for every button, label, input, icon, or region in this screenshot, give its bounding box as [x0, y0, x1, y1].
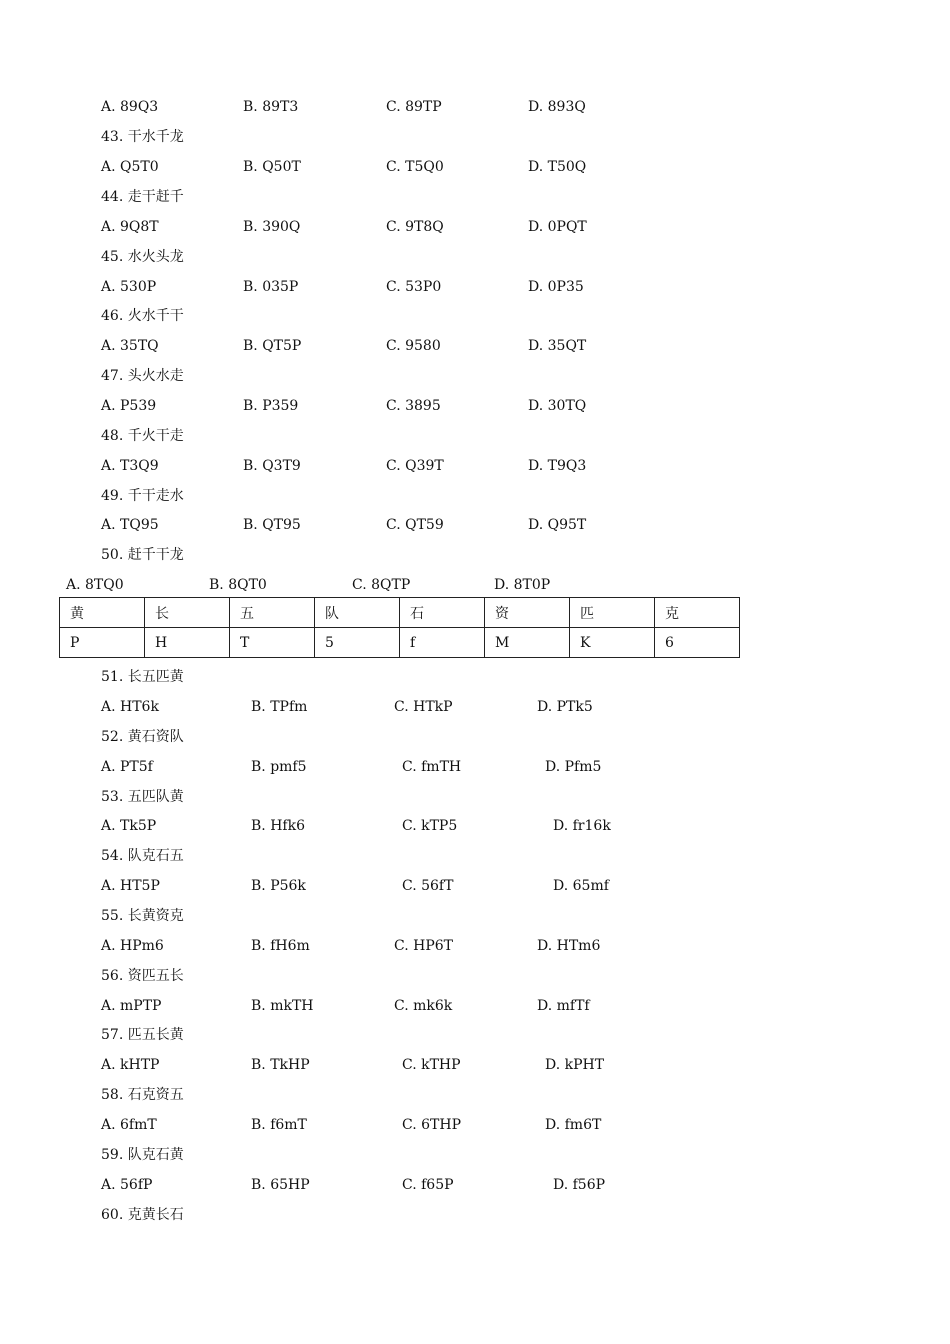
question-line — [0, 364, 950, 388]
option-row — [0, 934, 950, 958]
table-row — [60, 628, 740, 658]
option-a: A. 35TQ — [101, 338, 159, 354]
table-cell: 资 — [485, 598, 570, 628]
option-b: B. fH6m — [251, 938, 310, 954]
option-c: C. f65P — [402, 1177, 454, 1193]
table-cell: 6 — [655, 628, 740, 658]
question-text: 47. 头火水走 — [101, 368, 184, 384]
question-text: 44. 走干赶千 — [101, 189, 184, 205]
question-text: 60. 克黄长石 — [101, 1207, 184, 1223]
question-text: 55. 长黄资克 — [101, 908, 184, 924]
option-c: C. 53P0 — [386, 279, 442, 295]
code-table — [59, 597, 740, 658]
question-text: 45. 水火头龙 — [101, 249, 184, 265]
option-b: B. Q50T — [243, 159, 301, 175]
question-text: 57. 匹五长黄 — [101, 1027, 184, 1043]
option-b: B. QT5P — [243, 338, 302, 354]
question-line — [0, 543, 950, 567]
table-cell: 长 — [145, 598, 230, 628]
option-b: B. 89T3 — [243, 99, 299, 115]
question-line — [0, 185, 950, 209]
option-c: C. HTkP — [394, 699, 453, 715]
option-a: A. HT6k — [101, 699, 159, 715]
question-line — [0, 785, 950, 809]
table-cell: 黄 — [60, 598, 145, 628]
option-c: C. 8QTP — [352, 577, 411, 593]
option-d: D. HTm6 — [537, 938, 601, 954]
question-text: 48. 千火干走 — [101, 428, 184, 444]
table-cell: 五 — [230, 598, 315, 628]
question-line — [0, 484, 950, 508]
table-cell: K — [570, 628, 655, 658]
option-c: C. fmTH — [402, 759, 462, 775]
option-d: D. fm6T — [545, 1117, 602, 1133]
option-a: A. Tk5P — [101, 818, 157, 834]
option-row — [0, 513, 950, 537]
option-b: B. 035P — [243, 279, 299, 295]
question-line — [0, 424, 950, 448]
option-c: C. 56fT — [402, 878, 454, 894]
option-b: B. mkTH — [251, 998, 314, 1014]
table-row — [60, 598, 740, 628]
question-line — [0, 665, 950, 689]
option-row — [0, 394, 950, 418]
option-d: D. Pfm5 — [545, 759, 602, 775]
option-a: A. 56fP — [101, 1177, 153, 1193]
option-b: B. QT95 — [243, 517, 301, 533]
option-a: A. 9Q8T — [101, 219, 159, 235]
option-c: C. 3895 — [386, 398, 441, 414]
option-a: A. T3Q9 — [101, 458, 159, 474]
option-a: A. 6fmT — [101, 1117, 157, 1133]
question-text: 49. 千干走水 — [101, 488, 184, 504]
option-d: D. 0P35 — [528, 279, 584, 295]
option-c: C. HP6T — [394, 938, 453, 954]
question-text: 50. 赶千干龙 — [101, 547, 184, 563]
option-d: D. mfTf — [537, 998, 590, 1014]
table-cell: 石 — [400, 598, 485, 628]
option-b: B. P359 — [243, 398, 299, 414]
option-row — [0, 454, 950, 478]
question-text: 52. 黄石资队 — [101, 729, 184, 745]
table-cell: M — [485, 628, 570, 658]
option-c: C. kTHP — [402, 1057, 461, 1073]
option-a: A. PT5f — [101, 759, 153, 775]
question-text: 51. 长五匹黄 — [101, 669, 184, 685]
question-line — [0, 964, 950, 988]
option-d: D. T9Q3 — [528, 458, 587, 474]
option-c: C. QT59 — [386, 517, 444, 533]
option-c: C. Q39T — [386, 458, 444, 474]
option-a: A. TQ95 — [101, 517, 159, 533]
option-d: D. 0PQT — [528, 219, 587, 235]
question-text: 54. 队克石五 — [101, 848, 184, 864]
question-line — [0, 125, 950, 149]
option-row — [0, 874, 950, 898]
table-cell: 队 — [315, 598, 400, 628]
table-cell: 5 — [315, 628, 400, 658]
option-a: A. HT5P — [101, 878, 160, 894]
option-c: C. T5Q0 — [386, 159, 444, 175]
option-b: B. 65HP — [251, 1177, 310, 1193]
option-d: D. f56P — [553, 1177, 606, 1193]
option-d: D. 30TQ — [528, 398, 587, 414]
option-d: D. Q95T — [528, 517, 587, 533]
option-b: B. TPfm — [251, 699, 308, 715]
option-c: C. mk6k — [394, 998, 453, 1014]
option-c: C. 89TP — [386, 99, 442, 115]
table-cell: P — [60, 628, 145, 658]
option-a: A. kHTP — [101, 1057, 160, 1073]
table-cell: T — [230, 628, 315, 658]
table-cell: 匹 — [570, 598, 655, 628]
option-d: D. 65mf — [553, 878, 609, 894]
option-a: A. Q5T0 — [101, 159, 159, 175]
option-d: D. 8T0P — [494, 577, 551, 593]
question-text: 58. 石克资五 — [101, 1087, 184, 1103]
option-row — [0, 1113, 950, 1137]
option-row — [0, 814, 950, 838]
question-line — [0, 304, 950, 328]
option-d: D. 35QT — [528, 338, 587, 354]
question-text: 53. 五匹队黄 — [101, 789, 184, 805]
option-b: B. 8QT0 — [209, 577, 267, 593]
question-line — [0, 725, 950, 749]
question-line — [0, 1203, 950, 1227]
option-d: D. kPHT — [545, 1057, 605, 1073]
option-row — [0, 334, 950, 358]
option-c: C. kTP5 — [402, 818, 458, 834]
option-a: A. HPm6 — [101, 938, 164, 954]
option-a: A. 530P — [101, 279, 157, 295]
table-cell: 克 — [655, 598, 740, 628]
option-row — [0, 755, 950, 779]
option-b: B. Hfk6 — [251, 818, 305, 834]
question-text: 46. 火水千干 — [101, 308, 184, 324]
option-row — [0, 1173, 950, 1197]
option-b: B. f6mT — [251, 1117, 307, 1133]
question-line — [0, 1023, 950, 1047]
option-row — [0, 573, 950, 597]
option-row — [0, 1053, 950, 1077]
option-d: D. 893Q — [528, 99, 586, 115]
option-c: C. 9580 — [386, 338, 441, 354]
option-a: A. 8TQ0 — [66, 577, 124, 593]
option-a: A. mPTP — [101, 998, 162, 1014]
option-row — [0, 215, 950, 239]
option-c: C. 6THP — [402, 1117, 461, 1133]
question-line — [0, 844, 950, 868]
option-b: B. TkHP — [251, 1057, 310, 1073]
option-c: C. 9T8Q — [386, 219, 444, 235]
option-d: D. PTk5 — [537, 699, 593, 715]
option-row — [0, 155, 950, 179]
option-a: A. P539 — [101, 398, 157, 414]
option-b: B. pmf5 — [251, 759, 307, 775]
option-row — [0, 695, 950, 719]
option-d: D. T50Q — [528, 159, 587, 175]
option-a: A. 89Q3 — [101, 99, 159, 115]
question-line — [0, 904, 950, 928]
option-b: B. 390Q — [243, 219, 301, 235]
option-b: B. Q3T9 — [243, 458, 301, 474]
table-cell: f — [400, 628, 485, 658]
question-text: 59. 队克石黄 — [101, 1147, 184, 1163]
table-cell: H — [145, 628, 230, 658]
question-text: 43. 干水千龙 — [101, 129, 184, 145]
question-line — [0, 1143, 950, 1167]
option-row — [0, 994, 950, 1018]
option-d: D. fr16k — [553, 818, 611, 834]
option-row — [0, 275, 950, 299]
question-line — [0, 1083, 950, 1107]
question-text: 56. 资匹五长 — [101, 968, 184, 984]
option-row — [0, 95, 950, 119]
option-b: B. P56k — [251, 878, 306, 894]
question-line — [0, 245, 950, 269]
